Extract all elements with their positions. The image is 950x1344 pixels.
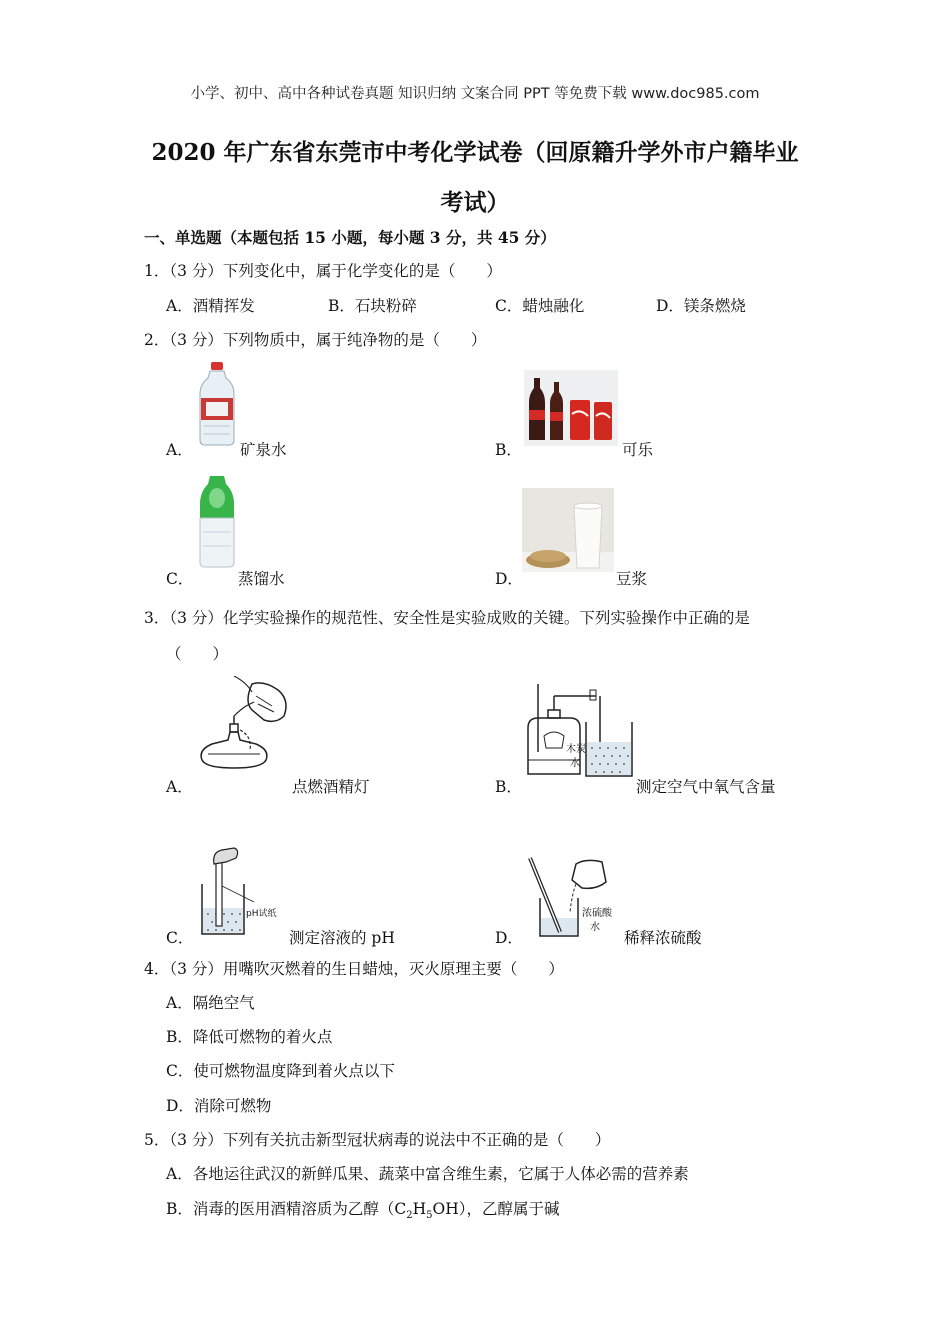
question-3-label-d: 稀释浓硫酸	[624, 929, 702, 947]
ph-test-paper-image	[196, 846, 288, 936]
question-4-option-d: D．消除可燃物	[166, 1097, 272, 1115]
question-1-option-b: B．石块粉碎	[328, 297, 417, 315]
question-3-answer-paren: （ ）	[166, 645, 229, 663]
question-4-stem: 4．（3 分）用嘴吹灭燃着的生日蜡烛，灭火原理主要（ ）	[144, 960, 564, 978]
question-3-label-a: 点燃酒精灯	[292, 778, 370, 796]
dilute-sulfuric-acid-image	[526, 854, 616, 938]
section-heading: 一、单选题（本题包括 15 小题，每小题 3 分，共 45 分）	[144, 228, 556, 247]
question-5-stem: 5．（3 分）下列有关抗击新型冠状病毒的说法中不正确的是（ ）	[144, 1131, 611, 1149]
question-2-label-a: 矿泉水	[240, 441, 287, 459]
distilled-water-bottle-image	[198, 474, 236, 568]
question-2-label-c: 蒸馏水	[238, 570, 285, 588]
soy-milk-glass-image	[522, 488, 614, 572]
page-header: 小学、初中、高中各种试卷真题 知识归纳 文案合同 PPT 等免费下载 www.doc985.com	[190, 86, 760, 102]
question-2-letter-c: C．	[166, 570, 194, 588]
question-3-label-c: 测定溶液的 pH	[289, 929, 395, 947]
question-3-label-b: 测定空气中氧气含量	[636, 778, 776, 796]
question-4-option-b: B．降低可燃物的着火点	[166, 1028, 333, 1046]
question-2-label-b: 可乐	[622, 441, 654, 459]
question-4-option-a: A．隔绝空气	[166, 994, 255, 1012]
question-2-letter-d: D．	[495, 570, 523, 588]
question-3-letter-b: B．	[495, 778, 522, 796]
figure-c-label-ph-paper: pH试纸	[246, 909, 277, 919]
cola-bottles-image	[524, 370, 618, 446]
option-b-hydrogen: H	[412, 1200, 427, 1218]
option-b-text-end: OH），乙醇属于碱	[432, 1200, 560, 1218]
question-5-option-a: A．各地运往武汉的新鲜瓜果、蔬菜中富含维生素，它属于人体必需的营养素	[166, 1165, 689, 1183]
question-1-stem: 1．（3 分）下列变化中，属于化学变化的是（ ）	[144, 262, 502, 280]
mineral-water-bottle-image	[196, 362, 238, 446]
alcohol-lamp-lighting-image	[194, 676, 294, 776]
option-b-text-start: B．消毒的医用酒精溶质为乙醇（C	[166, 1200, 407, 1218]
question-2-letter-b: B．	[495, 441, 522, 459]
question-1-option-c: C．蜡烛融化	[495, 297, 585, 315]
question-3-letter-c: C．	[166, 929, 194, 947]
exam-title-line1: 2020 年广东省东莞市中考化学试卷（回原籍升学外市户籍毕业	[151, 139, 799, 166]
question-2-stem: 2．（3 分）下列物质中，属于纯净物的是（ ）	[144, 331, 487, 349]
question-5-option-b	[166, 1197, 560, 1221]
question-3-letter-d: D．	[495, 929, 523, 947]
question-1-option-d: D．镁条燃烧	[656, 297, 746, 315]
question-4-option-c: C．使可燃物温度降到着火点以下	[166, 1062, 395, 1080]
hydrogen-subscript: 5	[426, 1210, 433, 1222]
figure-b-label-water: 水	[570, 758, 580, 769]
figure-d-label-water: 水	[590, 922, 600, 933]
carbon-subscript: 2	[406, 1210, 413, 1222]
question-3-stem: 3．（3 分）化学实验操作的规范性、安全性是实验成败的关键。下列实验操作中正确的是	[144, 609, 750, 627]
figure-b-label-charcoal: 木炭	[566, 744, 586, 755]
figure-d-label-acid: 浓硫酸	[582, 908, 612, 919]
oxygen-content-apparatus-image	[522, 682, 634, 782]
question-3-letter-a: A．	[166, 778, 193, 796]
question-2-label-d: 豆浆	[616, 570, 648, 588]
question-1-option-a: A．酒精挥发	[166, 297, 255, 315]
exam-title-line2: 考试）	[440, 189, 510, 216]
question-2-letter-a: A．	[166, 441, 193, 459]
